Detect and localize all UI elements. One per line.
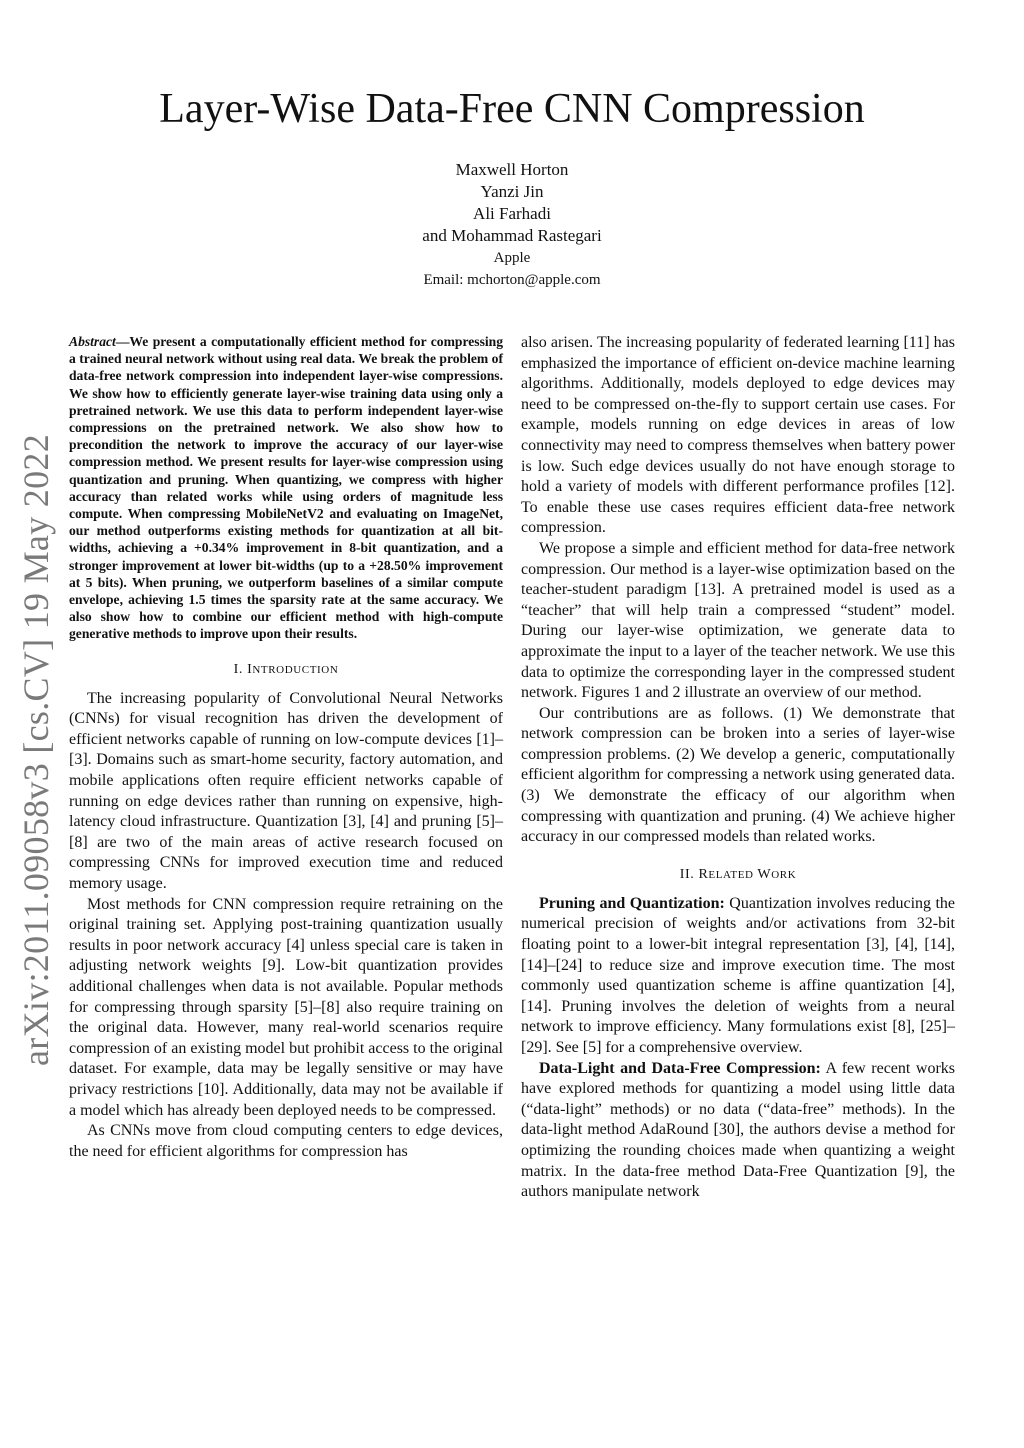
intro-paragraph: The increasing popularity of Convolutional Neural Networks (CNNs) for visual recognition has driven the development of efficient networks capable of running on low-compute devices [1]–[3]. Domains such as smart-home security, factory automation, and mobile applications often require efficient networks capable of running on edge devices rather than running on expensive, high-latency cloud infrastructure. Quantization [3], [4] and pruning [5]–[8] are two of the main areas of active research focused on compressing CNNs for improved execution time and reduced memory usage. (69, 689, 503, 892)
abstract-separator: — (115, 334, 130, 349)
author-affiliation: Apple (493, 250, 531, 266)
paragraph-text: A few recent works have explored methods for quantizing a model using little data (“data-light” methods) or no data (“data-free” methods). In the data-light method AdaRound [30], the authors devise a method for optimizing the rounding choices made when quantizing a weight matrix. In the data-free method Data-Free Quantization [9], the authors manipulate network (521, 1059, 955, 1201)
section-title-initial: I (247, 661, 253, 677)
intro-paragraph: We propose a simple and efficient method for data-free network compression. Our method is a layer-wise optimization based on the teacher-student paradigm [13]. A pretrained model is used as a “teacher” that will help train a compressed “student” model. During our layer-wise optimization, we generate data to approximate the input to a layer of the teacher network. We use this data to optimize the corresponding layer in the compressed student network. Figures 1 and 2 illustrate an overview of our method. (521, 539, 955, 702)
left-column (69, 333, 503, 1162)
section-title-rest: NTRODUCTION (252, 663, 339, 676)
section-heading-related-work (521, 865, 955, 885)
related-paragraph-data-free (521, 1059, 955, 1203)
runin-heading: Data-Light and Data-Free Compression: (539, 1059, 821, 1077)
runin-heading: Pruning and Quantization: (539, 894, 725, 912)
intro-paragraph: As CNNs move from cloud computing centers to edge devices, the need for efficient algorithms for compression has (69, 1122, 503, 1160)
author-email: Email: mchorton@apple.com (423, 272, 601, 288)
author-name: and Mohammad Rastegari (422, 226, 602, 245)
section-title-rest: ORK (771, 868, 797, 881)
related-paragraph-pruning-quantization (521, 894, 955, 1059)
section-heading-introduction (69, 660, 503, 680)
arxiv-identifier: arXiv:2011.09058v3 [cs.CV] 19 May 2022 (16, 434, 56, 1066)
author-name: Ali Farhadi (473, 204, 551, 223)
intro-paragraph: Most methods for CNN compression require retraining on the original training set. Applying post-training quantization usually results in poor network accuracy [4] unless special care is taken in adjusting network weights [9]. Low-bit quantization provides additional challenges when data is not available. Popular methods for compressing through sparsity [5]–[8] also require training on the original data. However, many real-world scenarios require compression of an existing model but prohibit access to the original dataset. For example, data may be legally sensitive or may have privacy restrictions [10]. Additionally, data may not be available if a model which has already been deployed needs to be compressed. (69, 895, 503, 1119)
section-number: I. (233, 661, 243, 677)
intro-paragraph: Our contributions are as follows. (1) We demonstrate that network compression can be broken into a series of layer-wise compression problems. (2) We develop a generic, computationally efficient algorithm for compressing a network using generated data. (3) We demonstrate the efficacy of our algorithm when compressing with quantization and pruning. (4) We achieve higher accuracy in our compressed models than related works. (521, 704, 955, 846)
right-column (521, 333, 955, 1203)
author-name: Maxwell Horton (455, 160, 569, 179)
author-block (0, 159, 1024, 291)
paragraph-text: Quantization involves reducing the numerical precision of weights and/or activations from 32-bit floating point to a lower-bit integral representation [3], [4], [14], [14]–[24] to reduce size and improve execution time. The most commonly used quantization scheme is affine quantization [4], [14]. Pruning involves the deletion of weights from a neural network to improve efficiency. Many formulations exist [8], [25]–[29]. See [5] for a comprehensive overview. (521, 894, 955, 1056)
intro-paragraph: also arisen. The increasing popularity of federated learning [11] has emphasized the importance of efficient on-device machine learning algorithms. Additionally, models deployed to edge devices may need to be compressed on-the-fly to support certain use cases. For example, models running on edge devices in areas of low connectivity may need to compress themselves when battery power is low. Such edge devices usually do not have enough storage to hold a variety of models with different performance profiles [12]. To enable these use cases requires efficient data-free network compression. (521, 334, 955, 537)
section-number: II. (679, 866, 695, 882)
abstract (69, 333, 503, 643)
section-title-initial: R (698, 866, 709, 882)
abstract-label: Abstract (69, 334, 116, 349)
abstract-text: We present a computationally efficient method for compressing a trained neural network without using real data. We break the problem of data-free network compression into independent layer-wise compressions. We show how to efficiently generate layer-wise training data using only a pretrained network. We use this data to perform independent layer-wise compressions on the pretrained network. We also show how to precondition the network to improve the accuracy of our layer-wise compression method. We present results for layer-wise compression using quantization and pruning. When quantizing, we compress with higher accuracy than related works while using orders of magnitude less compute. When compressing MobileNetV2 and evaluating on ImageNet, our method outperforms existing methods for quantization at all bit-widths, achieving a +0.34% improvement in 8-bit quantization, and a stronger improvement at lower bit-widths (up to a +28.50% improvement at 5 bits). When pruning, we outperform baselines of a similar compute envelope, achieving 1.5 times the sparsity rate at the same accuracy. We also show how to combine our efficient method with high-compute generative methods to improve upon their results. (69, 334, 503, 642)
section-title-initial: W (757, 866, 772, 882)
section-title-rest: ELATED (708, 868, 754, 881)
author-name: Yanzi Jin (480, 182, 544, 201)
paper-title: Layer-Wise Data-Free CNN Compression (159, 86, 865, 132)
